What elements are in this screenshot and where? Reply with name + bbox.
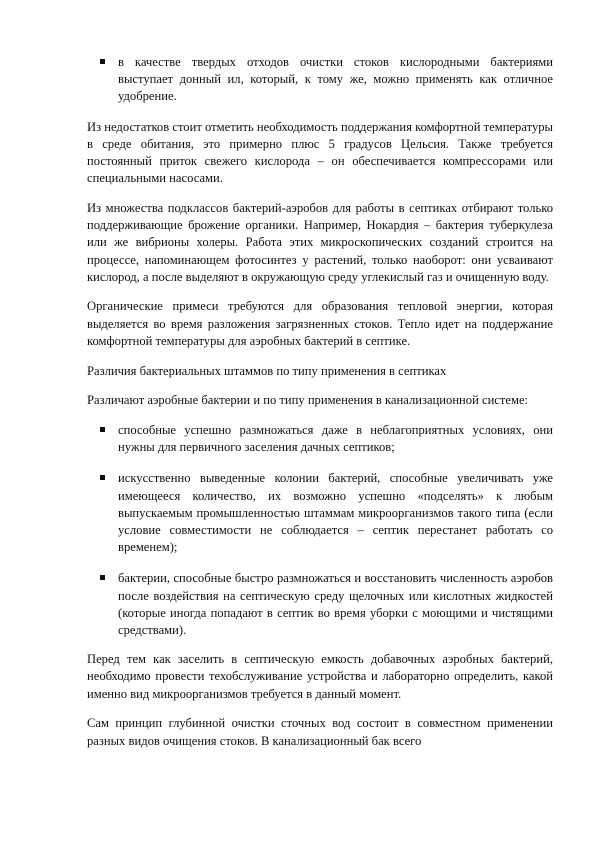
square-bullet-icon [100, 475, 105, 480]
document-body [87, 54, 553, 762]
paragraph-disadvantages: Из недостатков стоит отметить необходимость поддержания комфортной температуры в среде обитания, это примерно плюс 5 градусов Цельсия. Также требуется постоянный приток свежего кислорода – он обеспечивается компрессорами или специальными насосами. [87, 119, 553, 186]
square-bullet-icon [100, 427, 105, 432]
list-item-text: бактерии, способные быстро размножаться и восстановить численность аэробов после воздействия на септическую среду щелочных или кислотных жидкостей (которые иногда попадают в септик во время уборки с моющими и чистящими средствами). [118, 571, 553, 637]
list-item [87, 422, 553, 456]
top-bullet-list [87, 54, 553, 106]
square-bullet-icon [100, 59, 105, 64]
list-item-text: в качестве твердых отходов очистки стоков кислородными бактериями выступает донный ил, который, к тому же, можно применять как отличное удобрение. [118, 55, 553, 104]
square-bullet-icon [100, 575, 105, 580]
list-item-text: искусственно выведенные колонии бактерий, способные увеличивать уже имеющееся количество, их возможно успешно «подселять» к любым выпускаемым промышленностью штаммам микроорганизмов такого типа (если условие совместимости не соблюдается – септик перестанет работать со временем); [118, 471, 553, 555]
list-item [87, 470, 553, 556]
types-bullet-list [87, 422, 553, 639]
section-heading: Различия бактериальных штаммов по типу применения в септиках [87, 363, 447, 378]
paragraph-organic-impurities: Органические примеси требуются для образования тепловой энергии, которая выделяется во время разложения загрязненных стоков. Тепло идет на поддержание комфортной температуры для аэробных бактерий в септике. [87, 299, 553, 348]
list-item [87, 570, 553, 639]
paragraph-types-intro: Различают аэробные бактерии и по типу применения в канализационной системе: [87, 393, 529, 408]
list-item-text: способные успешно размножаться даже в неблагоприятных условиях, они нужны для первичного заселения дачных септиков; [118, 422, 553, 455]
paragraph-before-settling: Перед тем как заселить в септическую емкость добавочных аэробных бактерий, необходимо провести техобслуживание устройства и лабораторно определить, какой именно вид микроорганизмов требуется в данный момент. [87, 652, 553, 701]
paragraph-principle: Сам принцип глубинной очистки сточных вод состоит в совместном применении разных видов очищения стоков. В канализационный бак всего [87, 716, 553, 748]
list-item [87, 54, 553, 106]
paragraph-subclasses: Из множества подклассов бактерий-аэробов для работы в септиках отбирают только поддерживающие брожение органики. Например, Нокардия – бактерия туберкулеза или же вибрионы холеры. Работа этих микроскопических созданий строится на процессе, напоминающем фотосинтез у растений, только наоборот: они усваивают кислород, а после выделяют в окружающую среду углекислый газ и очищенную воду. [87, 200, 553, 284]
